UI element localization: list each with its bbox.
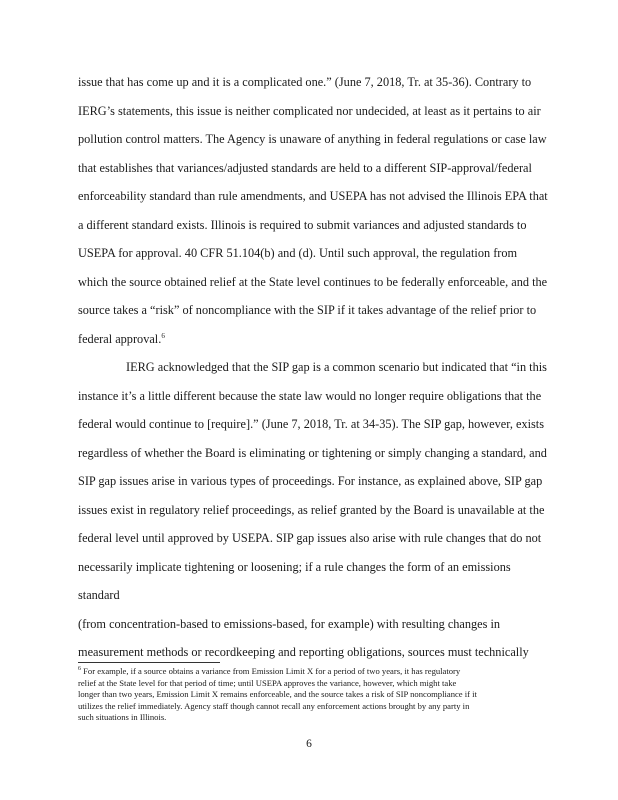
text-line: federal approval. <box>78 331 162 346</box>
text-line: USEPA for approval. 40 CFR 51.104(b) and (d). Until such approval, the regulation from <box>78 246 518 260</box>
text-line: regardless of whether the Board is eliminating or tightening or simply changing a standard, and <box>78 445 547 460</box>
footnote-divider <box>78 662 220 663</box>
footnote-line: For example, if a source obtains a variance from Emission Limit X for a period of two years, it has regulatory <box>81 666 461 676</box>
footnote-line: such situations in Illinois. <box>78 712 167 723</box>
text-line: a different standard exists. Illinois is required to submit variances and adjusted standards to <box>78 217 527 232</box>
footnote-marker: 6 <box>78 666 81 673</box>
footnote-line: relief at the State level for that period of time; until USEPA approves the variance, however, which might take <box>78 677 457 688</box>
text-line: instance it’s a little different because the state law would no longer require obligations that the <box>78 388 542 403</box>
footnote-line: longer than two years, Emission Limit X remains enforceable, and the source takes a risk of SIP noncompliance if it <box>78 689 477 700</box>
text-line: measurement methods or recordkeeping and reporting obligations, sources must technically <box>78 645 529 659</box>
text-line: issue that has come up and it is a complicated one.” (June 7, 2018, Tr. at 35-36). Contrary to <box>78 75 532 89</box>
text-line: federal would continue to [require].” (June 7, 2018, Tr. at 34-35). The SIP gap, however, exists <box>78 417 545 431</box>
text-line: that establishes that variances/adjusted standards are held to a different SIP-approval/federal <box>78 160 532 175</box>
text-line: necessarily implicate tightening or loosening; if a rule changes the form of an emissions standard <box>78 559 511 602</box>
footnote <box>78 666 550 724</box>
footnote-line: utilizes the relief immediately. Agency staff though cannot recall any enforcement actions brought by any party in <box>78 700 470 711</box>
text-line: SIP gap issues arise in various types of proceedings. For instance, as explained above, SIP gap <box>78 474 543 488</box>
text-line: federal level until approved by USEPA. SIP gap issues also arise with rule changes that do not <box>78 531 542 545</box>
page-number: 6 <box>306 738 312 750</box>
text-line: pollution control matters. The Agency is unaware of anything in federal regulations or case law <box>78 132 547 146</box>
paragraph-1 <box>78 68 554 353</box>
text-line: issues exist in regulatory relief proceedings, as relief granted by the Board is unavailable at the <box>78 502 545 517</box>
footnote-reference[interactable]: 6 <box>161 331 165 340</box>
text-line: (from concentration-based to emissions-based, for example) with resulting changes in <box>78 616 501 631</box>
text-line: which the source obtained relief at the State level continues to be federally enforceable, and the <box>78 274 548 289</box>
paragraph-2 <box>78 353 554 667</box>
text-line: IERG acknowledged that the SIP gap is a common scenario but indicated that “in this <box>126 360 547 374</box>
text-line: source takes a “risk” of noncompliance with the SIP if it takes advantage of the relief prior to <box>78 303 537 317</box>
text-line: IERG’s statements, this issue is neither complicated nor undecided, at least as it pertains to air <box>78 103 541 118</box>
text-line: enforceability standard than rule amendments, and USEPA has not advised the Illinois EPA that <box>78 189 548 203</box>
body-text <box>78 68 554 667</box>
